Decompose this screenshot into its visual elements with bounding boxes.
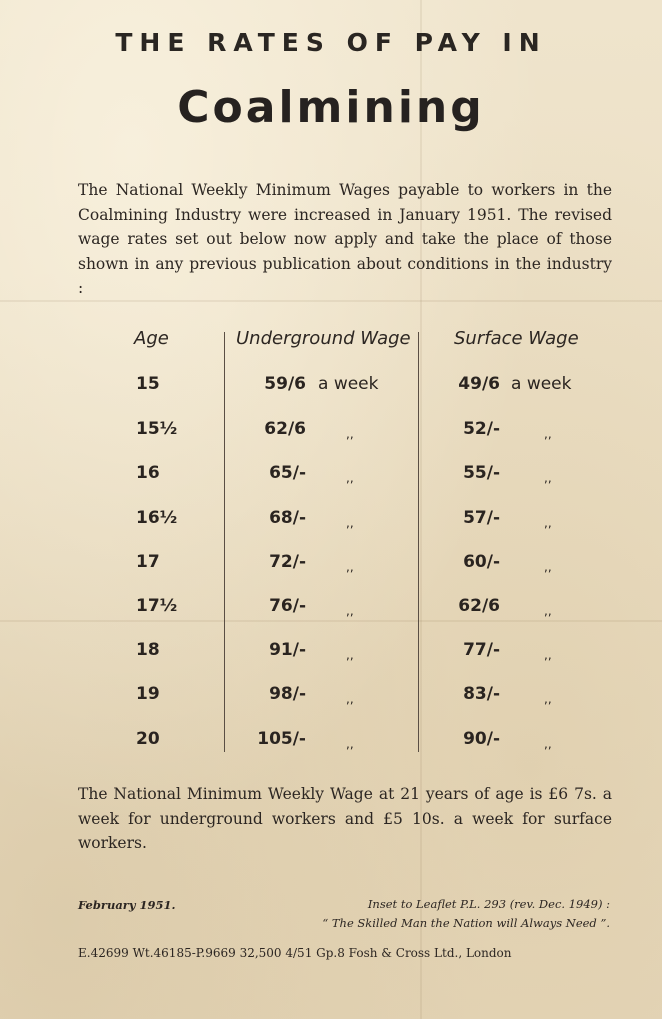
underground-wage-cell: 59/6: [264, 374, 306, 394]
age-cell: 15: [136, 374, 160, 394]
underground-wage-cell: 98/-: [269, 684, 306, 704]
surface-ditto: ,,: [544, 516, 552, 530]
underground-wage-cell: 91/-: [269, 640, 306, 660]
heading-line-1: THE RATES OF PAY IN: [115, 28, 547, 57]
surface-ditto: ,,: [544, 560, 552, 574]
age-cell: 17: [136, 552, 160, 572]
underground-ditto: ,,: [346, 692, 354, 706]
underground-wage-cell: 62/6: [264, 419, 306, 439]
surface-ditto: ,,: [544, 737, 552, 751]
underground-ditto: ,,: [346, 737, 354, 751]
table-row: [0, 463, 662, 493]
age-cell: 16½: [136, 508, 178, 528]
surface-ditto: ,,: [544, 604, 552, 618]
age-cell: 16: [136, 463, 160, 483]
surface-wage-cell: 57/-: [463, 508, 500, 528]
table-row: [0, 684, 662, 714]
surface-wage-cell: 62/6: [458, 596, 500, 616]
underground-wage-cell: 72/-: [269, 552, 306, 572]
publication-date: February 1951.: [78, 898, 176, 912]
surface-wage-cell: 49/6: [458, 374, 500, 394]
column-header-age: Age: [134, 328, 169, 349]
table-row: [0, 419, 662, 449]
surface-wage-cell: 60/-: [463, 552, 500, 572]
table-row: [0, 596, 662, 626]
table-row: [0, 552, 662, 582]
underground-wage-cell: 105/-: [257, 729, 306, 749]
column-header-underground: Underground Wage: [236, 328, 411, 349]
underground-ditto: ,,: [346, 648, 354, 662]
heading-title: Coalmining: [177, 82, 485, 133]
surface-wage-cell: 77/-: [463, 640, 500, 660]
underground-wage-cell: 65/-: [269, 463, 306, 483]
age-cell: 19: [136, 684, 160, 704]
surface-ditto: ,,: [544, 692, 552, 706]
intro-paragraph: The National Weekly Minimum Wages payable to workers in the Coalmining Industry were increased in January 1951. The revised wage rates set out below now apply and take the place of those shown in any previous publication about conditions in the industry :: [78, 181, 612, 297]
age-cell: 17½: [136, 596, 178, 616]
table-row: [0, 729, 662, 759]
underground-ditto: ,,: [346, 471, 354, 485]
surface-wage-cell: 90/-: [463, 729, 500, 749]
underground-wage-cell: 68/-: [269, 508, 306, 528]
age-cell: 20: [136, 729, 160, 749]
inset-reference: [270, 895, 610, 933]
age-cell: 15½: [136, 419, 178, 439]
column-header-surface: Surface Wage: [454, 328, 579, 349]
surface-unit: a week: [511, 374, 572, 394]
table-row: [0, 508, 662, 538]
surface-ditto: ,,: [544, 648, 552, 662]
surface-ditto: ,,: [544, 471, 552, 485]
underground-unit: a week: [318, 374, 379, 394]
table-row: [0, 640, 662, 670]
surface-ditto: ,,: [544, 427, 552, 441]
underground-ditto: ,,: [346, 604, 354, 618]
table-row: [0, 374, 662, 404]
age-cell: 18: [136, 640, 160, 660]
inset-reference-line-1: Inset to Leaflet P.L. 293 (rev. Dec. 1949) :: [367, 897, 610, 911]
underground-ditto: ,,: [346, 560, 354, 574]
minimum-wage-note: The National Minimum Weekly Wage at 21 years of age is £6 7s. a week for underground workers and £5 10s. a week for surface workers.: [78, 785, 612, 852]
surface-wage-cell: 52/-: [463, 419, 500, 439]
underground-ditto: ,,: [346, 516, 354, 530]
inset-reference-line-2: “ The Skilled Man the Nation will Always Need ”.: [322, 916, 610, 930]
printer-imprint: E.42699 Wt.46185-P.9669 32,500 4/51 Gp.8 Fosh & Cross Ltd., London: [78, 946, 512, 960]
surface-wage-cell: 83/-: [463, 684, 500, 704]
underground-wage-cell: 76/-: [269, 596, 306, 616]
surface-wage-cell: 55/-: [463, 463, 500, 483]
underground-ditto: ,,: [346, 427, 354, 441]
